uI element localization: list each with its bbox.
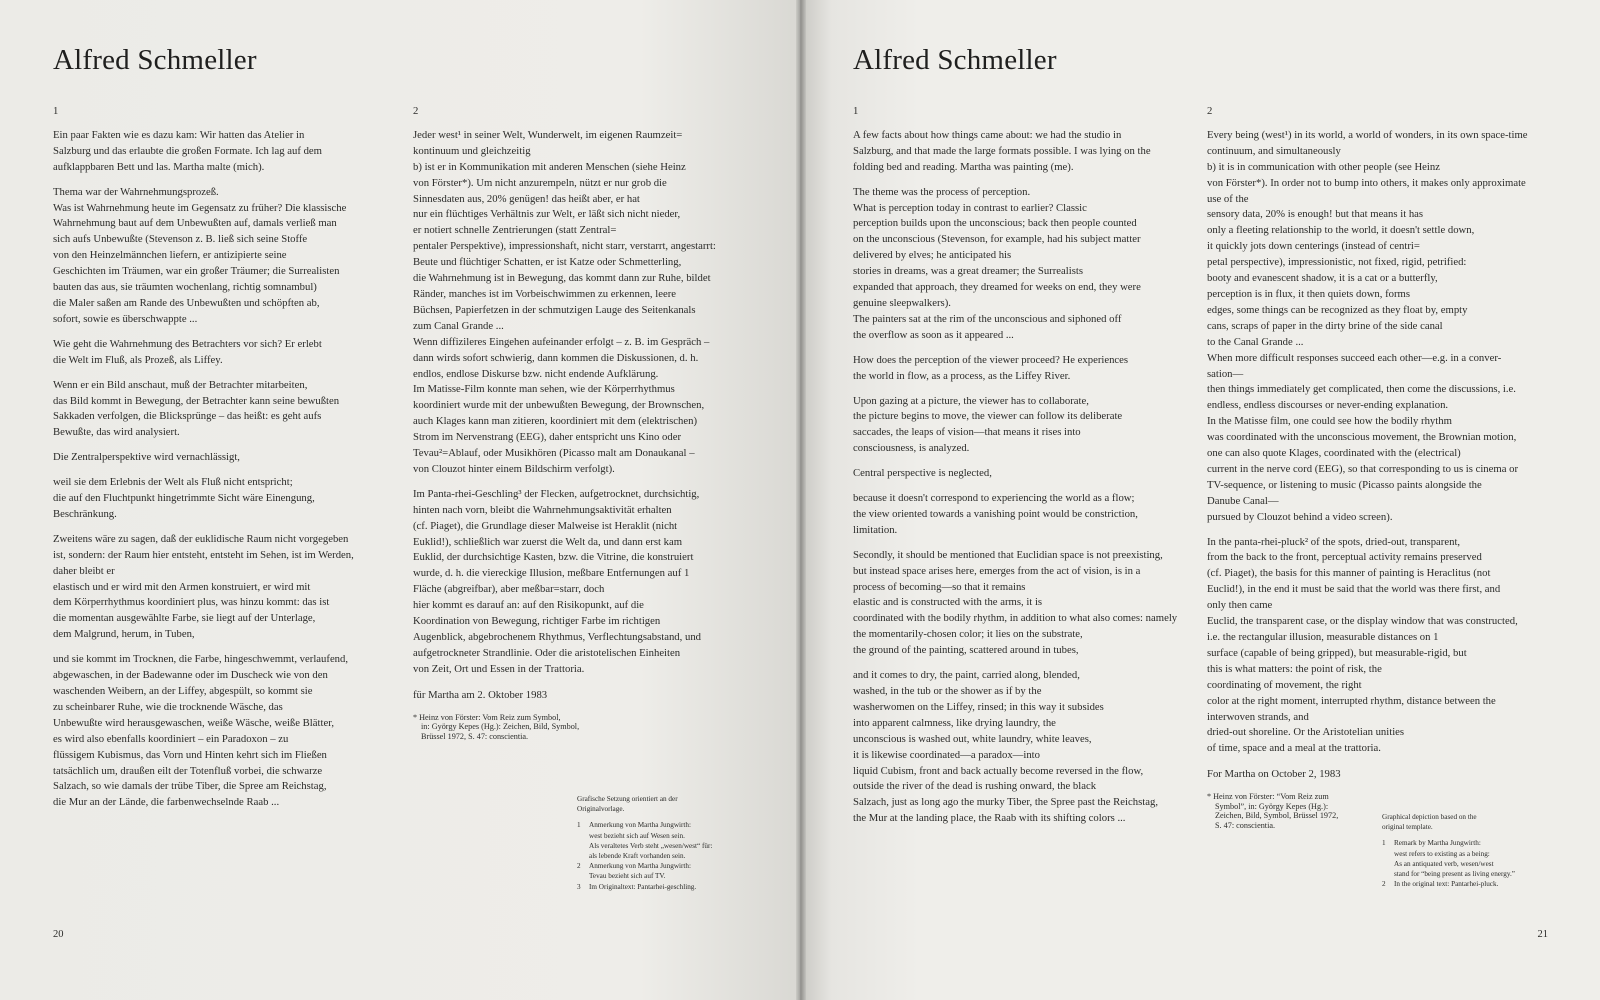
paragraph: Secondly, it should be mentioned that Euclidian space is not preexisting, but instead space arises here, emerges from the act of vision, is in a process of becoming—so that it remains elastic and is constructed with the arms, it is coordinated with the bodily rhythm, in addition to what also comes: namely the momentarily-chosen color; it lies on the substrate, the ground of the painting, scattered around in tubes,: [853, 548, 1178, 657]
column-number: 1: [53, 105, 59, 117]
note-item: [577, 820, 757, 861]
notes-intro: Grafische Setzung orientiert an der Originalvorlage.: [577, 795, 678, 814]
footnote: * Heinz von Förster: “Vom Reiz zum Symbol”, in: György Kepes (Hg.): Zeichen, Bild, Symbol, Brüssel 1972, S. 47: conscientia.: [1207, 792, 1339, 830]
note-number: 1: [577, 821, 581, 830]
paragraph: Every being (west¹) in its world, a world of wonders, in its own space-time continuum, and simultaneously b) it is in communication with other people (see Heinz von Förster*). In order not to bump into others, it makes only approximate use of the sensory data, 20% is enough! but that means it has only a fleeting relationship to the world, it doesn't settle down, it quickly jots down centerings (instead of centri= petal perspective), impressionistic, not fixed, rigid, petrified: booty and evanescent shadow, it is a cat or a butterfly, perception is in flux, it then quiets down, forms edges, some things can be recognized as they float by, empty cans, scraps of paper in the dirty brine of the side canal to the Canal Grande ... When more difficult responses succeed each other—e.g. in a conver- sation— then things immediately get complicated, then come the discussions, i.e. endless, endless discourses or never-ending explanation. In the Matisse film, one could see how the bodily rhythm was coordinated with the unconscious movement, the Brownian motion, one can also quote Klages, coordinated with the (electrical) current in the nerve cord (EEG), so that corresponding to us is cinema or TV-sequence, or listening to music (Picasso paints alongside the Danube Canal— pursued by Clouzot behind a video screen).: [1207, 128, 1528, 523]
endnotes: [577, 794, 757, 892]
right-page: [800, 0, 1600, 1000]
page-number: 20: [53, 929, 64, 940]
paragraph: In the panta-rhei-pluck² of the spots, dried-out, transparent, from the back to the front, perceptual activity remains preserved (cf. Piaget), the basis for this manner of painting is Heraclitus (not Euclid!), in the end it must be said that the world was there first, and only then came Euclid, the transparent case, or the display window that was constructed, i.e. the rectangular illusion, measurable distances on 1 surface (capable of being gripped), but measurable-rigid, but this is what matters: the point of risk, the coordinating of movement, the right color at the right moment, interrupted rhythm, distance between the interwoven strands, and dried-out shoreline. Or the Aristotelian unities of time, space and a meal at the trattoria.: [1207, 535, 1518, 755]
note-item: [1382, 838, 1562, 879]
paragraph: A few facts about how things came about: we had the studio in Salzburg, and that made the large formats possible. I was lying on the folding bed and reading. Martha was painting (me).: [853, 128, 1151, 173]
note-number: 1: [1382, 839, 1386, 848]
gutter-shadow: [796, 0, 806, 1000]
paragraph: How does the perception of the viewer proceed? He experiences the world in flow, as a process, as the Liffey River.: [853, 353, 1129, 382]
paragraph: und sie kommt im Trocknen, die Farbe, hingeschwemmt, verlaufend, abgewaschen, in der Badewanne oder im Duscheck wie von den waschenden Weibern, an der Liffey, abgespült, so kommt sie zu scheinbarer Ruhe, wie die trocknende Wäsche, das Unbewußte wird herausgewaschen, weiße Wäsche, weiße Blätter, es wird also ebenfalls koordiniert – ein Paradoxon – zu flüssigem Kubismus, das Vorn und Hinten kehrt sich im Fließen tatsächlich um, draußen eilt der Totenfluß vorbei, die schwarze Salzach, so wie damals der trübe Tiber, die Spree am Reichstag, die Mur an der Lände, die farbenwechselnde Raab ...: [53, 653, 349, 809]
notes-intro: Graphical depiction based on the original template.: [1382, 813, 1477, 832]
paragraph: and it comes to dry, the paint, carried along, blended, washed, in the tub or the shower as if by the washerwomen on the Liffey, rinsed; in this way it subsides into apparent calmness, like drying laundry, the unconscious is washed out, white laundry, white leaves, it is likewise coordinated—a paradox—into liquid Cubism, front and back actually become reversed in the flow, outside the river of the dead is rushing onward, the black Salzach, just as long ago the murky Tiber, the Spree past the Reichstag, the Mur at the landing place, the Raab with its shifting colors ...: [853, 669, 1158, 825]
paragraph: The theme was the process of perception. What is perception today in contrast to earlier? Classic perception builds upon the unconscious; back then people counted on the unconscious (Stevenson, for example, had his subject matter delivered by elves; he anticipated his stories in dreams, was a great dreamer; the Surrealists expanded that approach, they dreamed for weeks on end, they were genuine sleepwalkers). The painters sat at the rim of the unconscious and siphoned off the overflow as soon as it appeared ...: [853, 185, 1141, 341]
paragraph: Thema war der Wahrnehmungsprozeß. Was ist Wahrnehmung heute im Gegensatz zu früher? Die klassische Wahrnehmung baut auf dem Unbewußten auf, damals verließ man sich aufs Unbewußte (Stevenson z. B. ließ sich seine Stoffe von den Heinzelmännchen liefern, er antizipierte seine Geschichten im Träumen, war ein großer Träumer; die Surrealisten bauten das aus, sie träumten wochenlang, richtig somnambul) die Maler saßen am Rande des Unbewußten und schöpften ab, sofort, sowie es überschwappte ...: [53, 185, 347, 325]
paragraph: Im Panta-rhei-Geschling³ der Flecken, aufgetrocknet, durchsichtig, hinten nach vorn, bleibt die Wahrnehmungsaktivität erhalten (cf. Piaget), die Grundlage dieser Malweise ist Heraklit (nicht Euklid!), schließlich war zuerst die Welt da, und dann erst kam Euklid, der durchsichtige Kasten, bzw. die Vitrine, die konstruiert wurde, d. h. die viereckige Illusion, meßbare Entfernungen auf 1 Fläche (abgreifbar), aber meßbar=starr, doch hier kommt es darauf an: auf den Risikopunkt, auf die Koordination von Bewegung, richtiger Farbe im richtigen Augenblick, abgebrochenem Rhythmus, Verflechtungsabstand, und aufgetrockneter Strandlinie. Oder die aristotelischen Einheiten von Zeit, Ort und Essen in der Trattoria.: [413, 487, 702, 675]
note-text: Im Originaltext: Pantarhei-geschling.: [589, 882, 697, 891]
paragraph: weil sie dem Erlebnis der Welt als Fluß nicht entspricht; die auf den Fluchtpunkt hingetrimmte Sicht wäre Einengung, Beschränkung.: [53, 476, 315, 520]
paragraph: Die Zentralperspektive wird vernachlässigt,: [53, 451, 240, 464]
paragraph: Ein paar Fakten wie es dazu kam: Wir hatten das Atelier in Salzburg und das erlaubte die großen Formate. Ich lag auf dem aufklappbaren Bett und las. Martha malte (mich).: [53, 128, 322, 173]
left-column-1: [53, 104, 388, 820]
paragraph: Wie geht die Wahrnehmung des Betrachters vor sich? Er erlebt die Welt im Fluß, als Prozeß, als Liffey.: [53, 337, 322, 366]
page-title: Alfred Schmeller: [53, 44, 257, 76]
column-number: 2: [1207, 105, 1213, 117]
paragraph: Zweitens wäre zu sagen, daß der euklidische Raum nicht vorgegeben ist, sondern: der Raum hier entsteht, entsteht im Sehen, ist im Werden, daher bleibt er elastisch und er wird mit den Armen konstruiert, er wird mit dem Körperrhythmus koordiniert plus, was hinzu kommt: das ist die momentan ausgewählte Farbe, sie liegt auf der Unterlage, dem Malgrund, herum, in Tuben,: [53, 532, 354, 641]
note-number: 2: [1382, 880, 1386, 889]
note-item: [1382, 879, 1562, 889]
footnote: * Heinz von Förster: Vom Reiz zum Symbol, in: György Kepes (Hg.): Zeichen, Bild, Symbol, Brüssel 1972, S. 47: conscientia.: [413, 712, 580, 741]
dedication: For Martha on October 2, 1983: [1207, 768, 1341, 781]
note-number: 3: [577, 882, 581, 891]
note-text: Remark by Martha Jungwirth: west refers to existing as a being: As an antiquated verb, wesen/west stand for “being present as living energy.”: [1394, 839, 1515, 879]
paragraph: Upon gazing at a picture, the viewer has to collaborate, the picture begins to move, the viewer can follow its deliberate saccades, the leaps of vision—that means it rises into consciousness, is analyzed.: [853, 394, 1123, 455]
right-column-1: [853, 104, 1198, 836]
column-number: 2: [413, 105, 419, 117]
note-number: 2: [577, 862, 581, 871]
dedication: für Martha am 2. Oktober 1983: [413, 688, 548, 701]
page-number: 21: [1537, 929, 1548, 940]
note-item: [577, 861, 757, 881]
right-column-2: [1207, 104, 1557, 831]
paragraph: Central perspective is neglected,: [853, 467, 992, 480]
left-column-2: [413, 104, 753, 741]
column-number: 1: [853, 105, 859, 117]
page-title: Alfred Schmeller: [853, 44, 1057, 76]
note-text: Anmerkung von Martha Jungwirth: west bezieht sich auf Wesen sein. Als veraltetes Verb steht „wesen/west“ für: als lebende Kraft vorhanden sein.: [589, 821, 713, 861]
paragraph: Wenn er ein Bild anschaut, muß der Betrachter mitarbeiten, das Bild kommt in Bewegung, der Betrachter kann seine bewußten Sakkaden verfolgen, die Blicksprünge – das heißt: es geht aufs Bewußte, das wird analysiert.: [53, 378, 340, 439]
note-text: Anmerkung von Martha Jungwirth: Tevau bezieht sich auf TV.: [589, 862, 692, 881]
paragraph: because it doesn't correspond to experiencing the world as a flow; the view oriented towards a vanishing point would be constriction, limitation.: [853, 492, 1138, 536]
note-text: In the original text: Pantarhei-pluck.: [1394, 880, 1499, 889]
endnotes: [1382, 812, 1562, 889]
paragraph: Jeder west¹ in seiner Welt, Wunderwelt, im eigenen Raumzeit= kontinuum und gleichzeitig b) ist er in Kommunikation mit anderen Menschen (siehe Heinz von Förster*). Um nicht anzurempeln, nützt er nur grob die Sinnesdaten aus, 20% genügen! das heißt aber, er hat nur ein flüchtiges Verhältnis zur Welt, er läßt sich nicht nieder, er notiert schnelle Zentrierungen (statt Zentral= pentaler Perspektive), impressionshaft, nicht starr, verstarrt, angestarrt: Beute und flüchtiger Schatten, er ist Katze oder Schmetterling, die Wahrnehmung ist in Bewegung, das kommt dann zur Ruhe, bildet Ränder, manches ist im Vorbeischwimmen zu erkennen, leere Büchsen, Papierfetzen in der schmutzigen Lauge des Seitenkanals zum Canal Grande ... Wenn diffizileres Eingehen aufeinander erfolgt – z. B. im Gespräch – dann wirds sofort schwierig, dann kommen die Diskussionen, d. h. endlos, endlose Diskurse bzw. nicht endende Aufklärung. Im Matisse-Film konnte man sehen, wie der Körperrhythmus koordiniert wurde mit der unbewußten Bewegung, der Brownschen, auch Klages kann man zitieren, koordiniert mit dem (elektrischen) Strom im Nervenstrang (EEG), daher entspricht uns Kino oder Tevau²=Ablauf, oder Musikhören (Picasso malt am Donaukanal – von Clouzot hinter einem Bildschirm verfolgt).: [413, 128, 716, 475]
note-item: [577, 882, 757, 892]
